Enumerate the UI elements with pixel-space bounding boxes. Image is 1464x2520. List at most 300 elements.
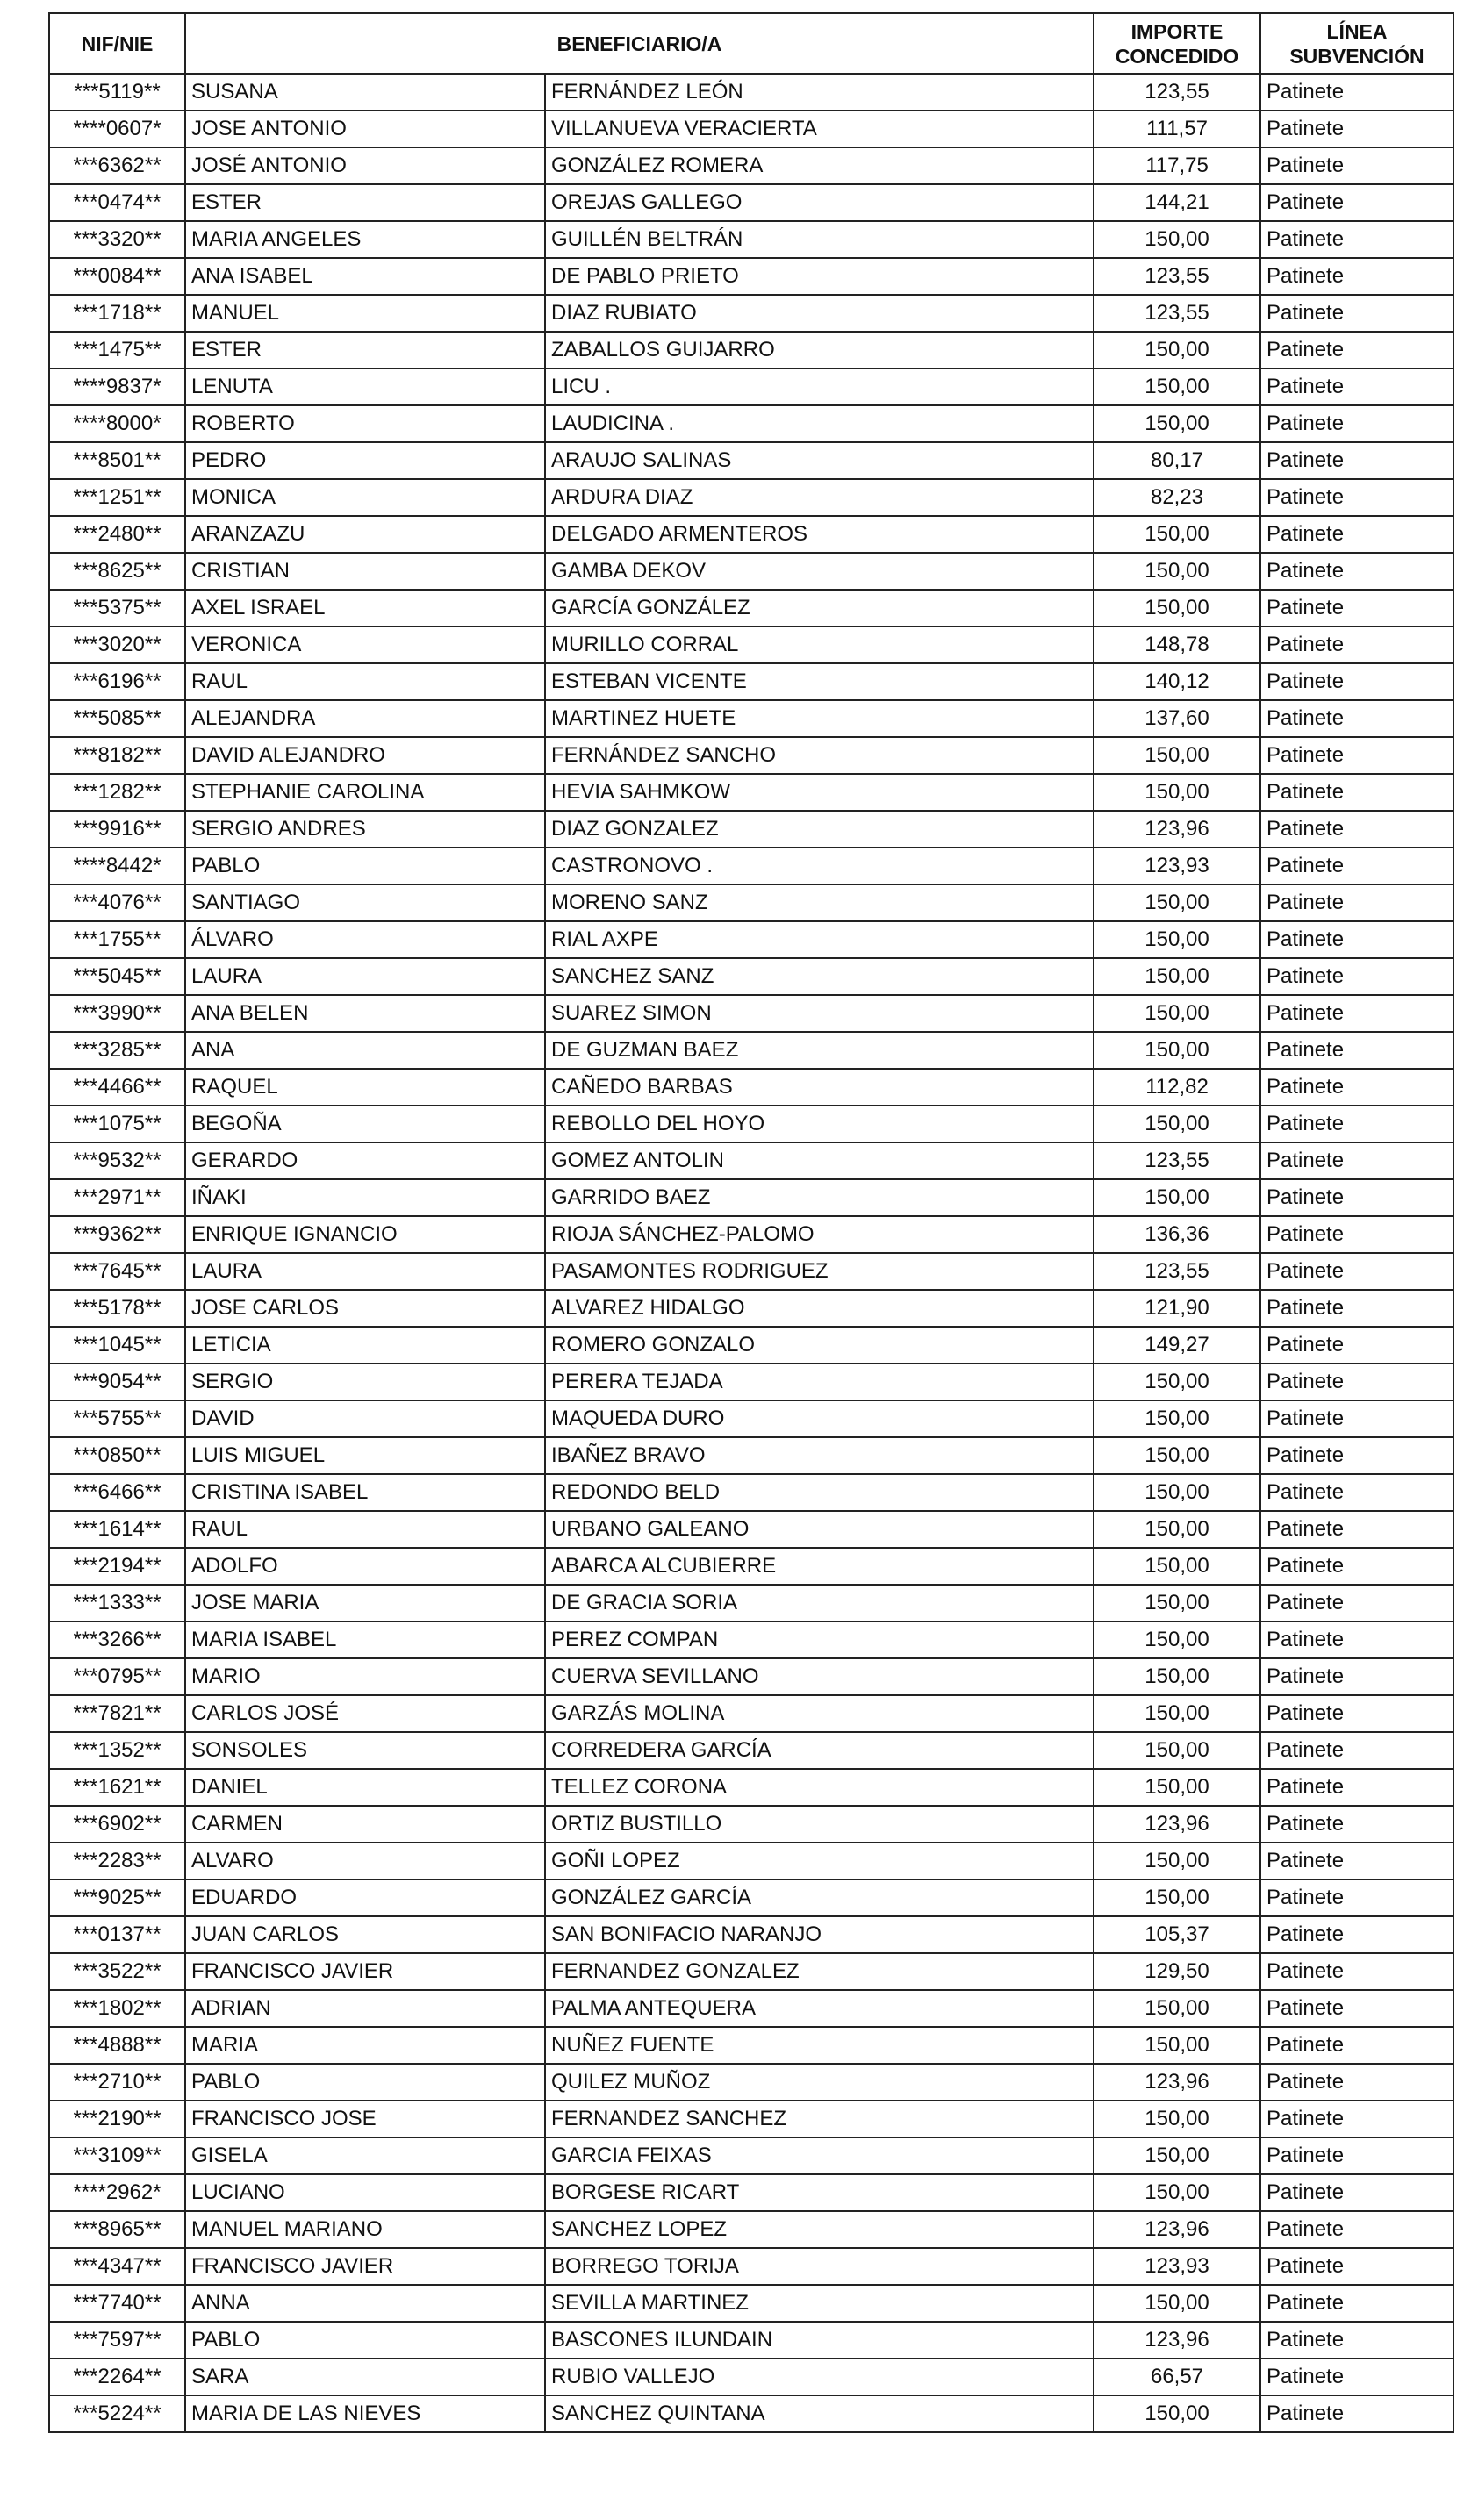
cell-surname: SANCHEZ LOPEZ [545, 2211, 1094, 2248]
cell-surname: GARZÁS MOLINA [545, 1695, 1094, 1732]
cell-first-name: MARIA ISABEL [185, 1622, 545, 1658]
cell-first-name: MARIA DE LAS NIEVES [185, 2395, 545, 2432]
cell-first-name: CRISTIAN [185, 553, 545, 590]
cell-subsidy-line: Patinete [1260, 995, 1453, 1032]
cell-surname: ZABALLOS GUIJARRO [545, 332, 1094, 369]
table-row [49, 2101, 1453, 2137]
table-row [49, 258, 1453, 295]
cell-nif: ***2190** [49, 2101, 185, 2137]
table-row [49, 1474, 1453, 1511]
cell-subsidy-line: Patinete [1260, 2395, 1453, 2432]
header-amount-line2: CONCEDIDO [1115, 44, 1239, 68]
cell-first-name: ÁLVARO [185, 921, 545, 958]
cell-amount: 150,00 [1094, 405, 1260, 442]
cell-first-name: ALEJANDRA [185, 700, 545, 737]
cell-first-name: RAQUEL [185, 1069, 545, 1106]
cell-surname: ESTEBAN VICENTE [545, 663, 1094, 700]
table-row [49, 1658, 1453, 1695]
cell-amount: 123,96 [1094, 2322, 1260, 2359]
table-row [49, 774, 1453, 811]
cell-surname: FERNÁNDEZ LEÓN [545, 74, 1094, 111]
cell-first-name: SERGIO [185, 1364, 545, 1400]
cell-first-name: ESTER [185, 332, 545, 369]
cell-amount: 123,93 [1094, 848, 1260, 884]
cell-subsidy-line: Patinete [1260, 1032, 1453, 1069]
cell-nif: ***4347** [49, 2248, 185, 2285]
cell-subsidy-line: Patinete [1260, 626, 1453, 663]
cell-surname: QUILEZ MUÑOZ [545, 2064, 1094, 2101]
cell-amount: 140,12 [1094, 663, 1260, 700]
header-subsidy-line2: SUBVENCIÓN [1289, 44, 1425, 68]
table-row [49, 295, 1453, 332]
table-row [49, 1179, 1453, 1216]
cell-subsidy-line: Patinete [1260, 1953, 1453, 1990]
cell-amount: 129,50 [1094, 1953, 1260, 1990]
header-subsidy-line1: LÍNEA [1326, 19, 1388, 43]
cell-amount: 123,96 [1094, 2064, 1260, 2101]
cell-amount: 150,00 [1094, 1585, 1260, 1622]
cell-first-name: SUSANA [185, 74, 545, 111]
cell-nif: ***1755** [49, 921, 185, 958]
cell-subsidy-line: Patinete [1260, 1548, 1453, 1585]
table-row [49, 995, 1453, 1032]
cell-nif: ***3109** [49, 2137, 185, 2174]
cell-nif: ***9362** [49, 1216, 185, 1253]
cell-surname: GAMBA DEKOV [545, 553, 1094, 590]
cell-first-name: FRANCISCO JAVIER [185, 2248, 545, 2285]
cell-nif: ***3522** [49, 1953, 185, 1990]
beneficiaries-table [48, 12, 1454, 2433]
table-row [49, 1216, 1453, 1253]
table-row [49, 1843, 1453, 1879]
cell-subsidy-line: Patinete [1260, 1695, 1453, 1732]
cell-nif: ***9025** [49, 1879, 185, 1916]
cell-nif: ***4076** [49, 884, 185, 921]
cell-first-name: LAURA [185, 958, 545, 995]
table-row [49, 1364, 1453, 1400]
cell-subsidy-line: Patinete [1260, 1658, 1453, 1695]
cell-amount: 105,37 [1094, 1916, 1260, 1953]
table-row [49, 1622, 1453, 1658]
table-row [49, 184, 1453, 221]
cell-amount: 66,57 [1094, 2359, 1260, 2395]
cell-nif: ***2264** [49, 2359, 185, 2395]
cell-subsidy-line: Patinete [1260, 2211, 1453, 2248]
cell-subsidy-line: Patinete [1260, 2248, 1453, 2285]
cell-first-name: ADOLFO [185, 1548, 545, 1585]
table-row [49, 111, 1453, 147]
cell-amount: 150,00 [1094, 1658, 1260, 1695]
cell-first-name: SERGIO ANDRES [185, 811, 545, 848]
cell-nif: ***1352** [49, 1732, 185, 1769]
cell-surname: MURILLO CORRAL [545, 626, 1094, 663]
header-nif [49, 13, 185, 74]
cell-first-name: PEDRO [185, 442, 545, 479]
cell-first-name: SARA [185, 2359, 545, 2395]
cell-first-name: ANA ISABEL [185, 258, 545, 295]
cell-amount: 123,55 [1094, 74, 1260, 111]
cell-surname: RUBIO VALLEJO [545, 2359, 1094, 2395]
cell-first-name: ROBERTO [185, 405, 545, 442]
cell-first-name: RAUL [185, 1511, 545, 1548]
table-row [49, 1069, 1453, 1106]
cell-surname: RIAL AXPE [545, 921, 1094, 958]
cell-first-name: JOSÉ ANTONIO [185, 147, 545, 184]
cell-surname: FERNÁNDEZ SANCHO [545, 737, 1094, 774]
cell-amount: 117,75 [1094, 147, 1260, 184]
cell-surname: CUERVA SEVILLANO [545, 1658, 1094, 1695]
cell-first-name: ALVARO [185, 1843, 545, 1879]
cell-surname: PALMA ANTEQUERA [545, 1990, 1094, 2027]
cell-nif: ***9054** [49, 1364, 185, 1400]
cell-amount: 150,00 [1094, 1400, 1260, 1437]
cell-first-name: PABLO [185, 2322, 545, 2359]
cell-amount: 150,00 [1094, 2395, 1260, 2432]
cell-nif: ***1718** [49, 295, 185, 332]
cell-amount: 123,96 [1094, 1806, 1260, 1843]
cell-surname: DELGADO ARMENTEROS [545, 516, 1094, 553]
cell-surname: REDONDO BELD [545, 1474, 1094, 1511]
table-row [49, 1327, 1453, 1364]
cell-first-name: ANA BELEN [185, 995, 545, 1032]
cell-first-name: IÑAKI [185, 1179, 545, 1216]
cell-subsidy-line: Patinete [1260, 1216, 1453, 1253]
cell-first-name: ANA [185, 1032, 545, 1069]
cell-first-name: RAUL [185, 663, 545, 700]
cell-surname: ALVAREZ HIDALGO [545, 1290, 1094, 1327]
table-header [49, 13, 1453, 74]
cell-first-name: CRISTINA ISABEL [185, 1474, 545, 1511]
cell-subsidy-line: Patinete [1260, 2137, 1453, 2174]
table-row [49, 1585, 1453, 1622]
cell-surname: PEREZ COMPAN [545, 1622, 1094, 1658]
cell-nif: ***5119** [49, 74, 185, 111]
cell-surname: CORREDERA GARCÍA [545, 1732, 1094, 1769]
table-row [49, 1437, 1453, 1474]
cell-first-name: CARLOS JOSÉ [185, 1695, 545, 1732]
cell-surname: PERERA TEJADA [545, 1364, 1094, 1400]
cell-surname: BASCONES ILUNDAIN [545, 2322, 1094, 2359]
cell-amount: 150,00 [1094, 590, 1260, 626]
cell-amount: 150,00 [1094, 1511, 1260, 1548]
table-row [49, 848, 1453, 884]
cell-first-name: LUCIANO [185, 2174, 545, 2211]
cell-first-name: ESTER [185, 184, 545, 221]
cell-nif: ***8625** [49, 553, 185, 590]
cell-subsidy-line: Patinete [1260, 1769, 1453, 1806]
cell-amount: 150,00 [1094, 1622, 1260, 1658]
cell-subsidy-line: Patinete [1260, 2027, 1453, 2064]
cell-nif: ****8000* [49, 405, 185, 442]
cell-first-name: EDUARDO [185, 1879, 545, 1916]
cell-surname: GARCÍA GONZÁLEZ [545, 590, 1094, 626]
cell-amount: 123,96 [1094, 811, 1260, 848]
cell-nif: ***0137** [49, 1916, 185, 1953]
cell-nif: ***6196** [49, 663, 185, 700]
cell-amount: 123,93 [1094, 2248, 1260, 2285]
header-row [49, 13, 1453, 74]
cell-subsidy-line: Patinete [1260, 1843, 1453, 1879]
cell-subsidy-line: Patinete [1260, 2174, 1453, 2211]
cell-nif: ***0850** [49, 1437, 185, 1474]
cell-subsidy-line: Patinete [1260, 516, 1453, 553]
cell-first-name: LAURA [185, 1253, 545, 1290]
cell-surname: HEVIA SAHMKOW [545, 774, 1094, 811]
cell-amount: 150,00 [1094, 2027, 1260, 2064]
cell-amount: 123,55 [1094, 258, 1260, 295]
cell-amount: 150,00 [1094, 1179, 1260, 1216]
table-row [49, 1769, 1453, 1806]
cell-surname: PASAMONTES RODRIGUEZ [545, 1253, 1094, 1290]
cell-nif: ***4888** [49, 2027, 185, 2064]
cell-first-name: ARANZAZU [185, 516, 545, 553]
cell-first-name: SANTIAGO [185, 884, 545, 921]
cell-nif: ***5045** [49, 958, 185, 995]
cell-surname: GARCIA FEIXAS [545, 2137, 1094, 2174]
cell-first-name: GISELA [185, 2137, 545, 2174]
cell-amount: 150,00 [1094, 995, 1260, 1032]
cell-first-name: JOSE CARLOS [185, 1290, 545, 1327]
cell-surname: SANCHEZ QUINTANA [545, 2395, 1094, 2432]
table-row [49, 1732, 1453, 1769]
cell-subsidy-line: Patinete [1260, 184, 1453, 221]
cell-amount: 150,00 [1094, 884, 1260, 921]
cell-first-name: MANUEL MARIANO [185, 2211, 545, 2248]
cell-amount: 150,00 [1094, 1548, 1260, 1585]
cell-subsidy-line: Patinete [1260, 737, 1453, 774]
cell-subsidy-line: Patinete [1260, 1142, 1453, 1179]
cell-first-name: DANIEL [185, 1769, 545, 1806]
cell-surname: MARTINEZ HUETE [545, 700, 1094, 737]
cell-surname: MAQUEDA DURO [545, 1400, 1094, 1437]
cell-amount: 150,00 [1094, 1879, 1260, 1916]
cell-surname: CAÑEDO BARBAS [545, 1069, 1094, 1106]
cell-subsidy-line: Patinete [1260, 2285, 1453, 2322]
cell-surname: SEVILLA MARTINEZ [545, 2285, 1094, 2322]
cell-first-name: FRANCISCO JAVIER [185, 1953, 545, 1990]
cell-first-name: JOSE MARIA [185, 1585, 545, 1622]
cell-surname: OREJAS GALLEGO [545, 184, 1094, 221]
table-row [49, 74, 1453, 111]
header-amount-line1: IMPORTE [1130, 19, 1224, 43]
cell-amount: 150,00 [1094, 221, 1260, 258]
cell-nif: ***5755** [49, 1400, 185, 1437]
cell-subsidy-line: Patinete [1260, 2101, 1453, 2137]
cell-nif: ***1333** [49, 1585, 185, 1622]
table-row [49, 405, 1453, 442]
cell-nif: ***3285** [49, 1032, 185, 1069]
cell-nif: ***9916** [49, 811, 185, 848]
cell-surname: RIOJA SÁNCHEZ-PALOMO [545, 1216, 1094, 1253]
cell-subsidy-line: Patinete [1260, 147, 1453, 184]
cell-nif: ****2962* [49, 2174, 185, 2211]
cell-amount: 150,00 [1094, 958, 1260, 995]
cell-nif: ***0084** [49, 258, 185, 295]
cell-first-name: GERARDO [185, 1142, 545, 1179]
table-row [49, 147, 1453, 184]
table-row [49, 2027, 1453, 2064]
table-row [49, 332, 1453, 369]
cell-nif: ***2283** [49, 1843, 185, 1879]
cell-subsidy-line: Patinete [1260, 884, 1453, 921]
cell-nif: ***7597** [49, 2322, 185, 2359]
cell-amount: 148,78 [1094, 626, 1260, 663]
table-row [49, 221, 1453, 258]
cell-first-name: VERONICA [185, 626, 545, 663]
cell-nif: ***0795** [49, 1658, 185, 1695]
cell-nif: ***3320** [49, 221, 185, 258]
cell-subsidy-line: Patinete [1260, 1622, 1453, 1658]
cell-amount: 150,00 [1094, 737, 1260, 774]
cell-surname: VILLANUEVA VERACIERTA [545, 111, 1094, 147]
cell-subsidy-line: Patinete [1260, 1437, 1453, 1474]
table-row [49, 2174, 1453, 2211]
table-row [49, 553, 1453, 590]
cell-amount: 150,00 [1094, 516, 1260, 553]
cell-subsidy-line: Patinete [1260, 700, 1453, 737]
header-subsidy-line [1260, 13, 1453, 74]
cell-amount: 150,00 [1094, 369, 1260, 405]
cell-subsidy-line: Patinete [1260, 1106, 1453, 1142]
cell-subsidy-line: Patinete [1260, 332, 1453, 369]
cell-subsidy-line: Patinete [1260, 1879, 1453, 1916]
cell-nif: ***5375** [49, 590, 185, 626]
table-row [49, 811, 1453, 848]
cell-amount: 150,00 [1094, 553, 1260, 590]
cell-amount: 150,00 [1094, 1990, 1260, 2027]
table-row [49, 1142, 1453, 1179]
table-row [49, 1695, 1453, 1732]
cell-surname: FERNANDEZ SANCHEZ [545, 2101, 1094, 2137]
table-row [49, 1806, 1453, 1843]
table-row [49, 700, 1453, 737]
cell-surname: TELLEZ CORONA [545, 1769, 1094, 1806]
cell-subsidy-line: Patinete [1260, 1364, 1453, 1400]
cell-subsidy-line: Patinete [1260, 221, 1453, 258]
cell-subsidy-line: Patinete [1260, 1327, 1453, 1364]
cell-amount: 150,00 [1094, 1364, 1260, 1400]
table-row [49, 2248, 1453, 2285]
cell-nif: ***7645** [49, 1253, 185, 1290]
cell-amount: 150,00 [1094, 332, 1260, 369]
cell-first-name: DAVID ALEJANDRO [185, 737, 545, 774]
cell-surname: FERNANDEZ GONZALEZ [545, 1953, 1094, 1990]
table-row [49, 2285, 1453, 2322]
table-row [49, 1400, 1453, 1437]
cell-amount: 121,90 [1094, 1290, 1260, 1327]
cell-nif: ***3266** [49, 1622, 185, 1658]
cell-first-name: DAVID [185, 1400, 545, 1437]
cell-nif: ***6466** [49, 1474, 185, 1511]
cell-surname: DE GRACIA SORIA [545, 1585, 1094, 1622]
cell-first-name: ENRIQUE IGNANCIO [185, 1216, 545, 1253]
cell-amount: 137,60 [1094, 700, 1260, 737]
cell-subsidy-line: Patinete [1260, 663, 1453, 700]
cell-amount: 150,00 [1094, 1843, 1260, 1879]
cell-subsidy-line: Patinete [1260, 479, 1453, 516]
cell-nif: ****9837* [49, 369, 185, 405]
cell-first-name: FRANCISCO JOSE [185, 2101, 545, 2137]
cell-nif: ****8442* [49, 848, 185, 884]
cell-nif: ***0474** [49, 184, 185, 221]
cell-subsidy-line: Patinete [1260, 1179, 1453, 1216]
cell-first-name: LUIS MIGUEL [185, 1437, 545, 1474]
cell-nif: ***2971** [49, 1179, 185, 1216]
cell-subsidy-line: Patinete [1260, 1916, 1453, 1953]
cell-first-name: LETICIA [185, 1327, 545, 1364]
cell-first-name: CARMEN [185, 1806, 545, 1843]
table-row [49, 1290, 1453, 1327]
cell-surname: IBAÑEZ BRAVO [545, 1437, 1094, 1474]
cell-first-name: SONSOLES [185, 1732, 545, 1769]
cell-surname: DE GUZMAN BAEZ [545, 1032, 1094, 1069]
cell-first-name: MARIO [185, 1658, 545, 1695]
cell-nif: ***1614** [49, 1511, 185, 1548]
header-amount [1094, 13, 1260, 74]
cell-nif: ***2194** [49, 1548, 185, 1585]
cell-amount: 82,23 [1094, 479, 1260, 516]
cell-subsidy-line: Patinete [1260, 1990, 1453, 2027]
table-row [49, 1953, 1453, 1990]
cell-nif: ***7740** [49, 2285, 185, 2322]
cell-subsidy-line: Patinete [1260, 1511, 1453, 1548]
cell-subsidy-line: Patinete [1260, 958, 1453, 995]
cell-amount: 111,57 [1094, 111, 1260, 147]
cell-amount: 150,00 [1094, 2101, 1260, 2137]
cell-amount: 150,00 [1094, 1695, 1260, 1732]
cell-nif: ***7821** [49, 1695, 185, 1732]
cell-first-name: MANUEL [185, 295, 545, 332]
cell-amount: 112,82 [1094, 1069, 1260, 1106]
cell-amount: 150,00 [1094, 921, 1260, 958]
cell-nif: ***1475** [49, 332, 185, 369]
cell-surname: MORENO SANZ [545, 884, 1094, 921]
cell-nif: ***5178** [49, 1290, 185, 1327]
cell-subsidy-line: Patinete [1260, 2322, 1453, 2359]
cell-subsidy-line: Patinete [1260, 442, 1453, 479]
cell-subsidy-line: Patinete [1260, 1732, 1453, 1769]
cell-surname: ARAUJO SALINAS [545, 442, 1094, 479]
cell-subsidy-line: Patinete [1260, 1474, 1453, 1511]
cell-first-name: PABLO [185, 848, 545, 884]
table-row [49, 2137, 1453, 2174]
table-row [49, 958, 1453, 995]
cell-surname: ABARCA ALCUBIERRE [545, 1548, 1094, 1585]
cell-surname: SUAREZ SIMON [545, 995, 1094, 1032]
cell-first-name: STEPHANIE CAROLINA [185, 774, 545, 811]
cell-subsidy-line: Patinete [1260, 74, 1453, 111]
cell-amount: 149,27 [1094, 1327, 1260, 1364]
header-beneficiary-label: BENEFICIARIO/A [556, 32, 722, 55]
table-row [49, 737, 1453, 774]
table-row [49, 2395, 1453, 2432]
cell-amount: 150,00 [1094, 1732, 1260, 1769]
cell-surname: ARDURA DIAZ [545, 479, 1094, 516]
table-row [49, 516, 1453, 553]
cell-surname: NUÑEZ FUENTE [545, 2027, 1094, 2064]
table-row [49, 1916, 1453, 1953]
cell-amount: 150,00 [1094, 774, 1260, 811]
cell-surname: LICU . [545, 369, 1094, 405]
cell-amount: 150,00 [1094, 1032, 1260, 1069]
cell-first-name: ANNA [185, 2285, 545, 2322]
cell-subsidy-line: Patinete [1260, 111, 1453, 147]
cell-subsidy-line: Patinete [1260, 590, 1453, 626]
cell-first-name: JUAN CARLOS [185, 1916, 545, 1953]
cell-nif: ****0607* [49, 111, 185, 147]
table-row [49, 590, 1453, 626]
cell-nif: ***5085** [49, 700, 185, 737]
